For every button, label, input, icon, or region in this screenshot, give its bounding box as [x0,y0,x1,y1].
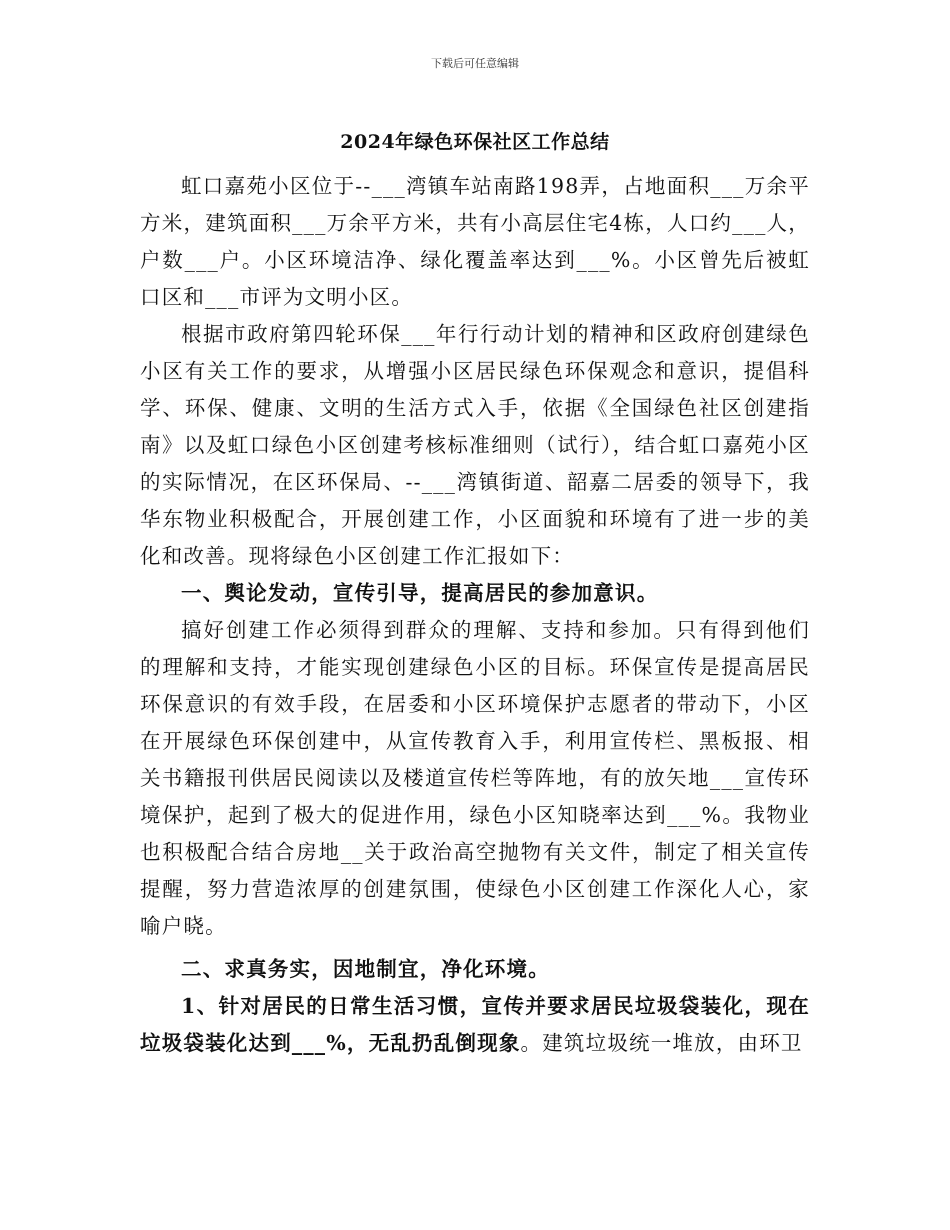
section-heading-2: 二、求真务实，因地制宜，净化环境。 [181,957,550,981]
header-note: 下载后可任意编辑 [431,57,519,70]
document-body [140,168,810,1062]
paragraph-basis: 根据市政府第四轮环保___年行行动计划的精神和区政府创建绿色小区有关工作的要求，从增强小区居民绿色环保观念和意识，提倡科学、环保、健康、文明的生活方式入手，依据《全国绿色社区创建指南》以及虹口绿色小区创建考核标准细则（试行），结合虹口嘉苑小区的实际情况，在区环保局、--___湾镇街道、韶嘉二居委的领导下，我华东物业积极配合，开展创建工作，小区面貌和环境有了进一步的美化和改善。现将绿色小区创建工作汇报如下： [140,322,810,568]
paragraph-garbage-rest: 。建筑垃圾统一堆放，由环卫 [520,1031,803,1055]
section-heading-1: 一、舆论发动，宣传引导，提高居民的参加意识。 [181,581,659,605]
paragraph-publicity: 搞好创建工作必须得到群众的理解、支持和参加。只有得到他们的理解和支持，才能实现创建绿色小区的目标。环保宣传是提高居民环保意识的有效手段，在居委和小区环境保护志愿者的带动下，小区在开展绿色环保创建中，从宣传教育入手，利用宣传栏、黑板报、相关书籍报刊供居民阅读以及楼道宣传栏等阵地，有的放矢地___宣传环境保护，起到了极大的促进作用，绿色小区知晓率达到___%。我物业也积极配合结合房地__关于政治高空抛物有关文件，制定了相关宣传提醒，努力营造浓厚的创建氛围，使绿色小区创建工作深化人心，家喻户晓。 [140,618,810,938]
document-title: 2024年绿色环保社区工作总结 [340,131,610,153]
paragraph-garbage [140,988,810,1062]
paragraph-intro: 虹口嘉苑小区位于--___湾镇车站南路198弄，占地面积___万余平方米，建筑面积___万余平方米，共有小高层住宅4栋，人口约___人，户数___户。小区环境洁净、绿化覆盖率达到___%。小区曾先后被虹口区和___市评为文明小区。 [140,174,810,309]
paragraph-garbage-bold: 1、针对居民的日常生活习惯，宣传并要求居民垃圾袋装化，现在垃圾袋装化达到___%，无乱扔乱倒现象 [140,994,810,1055]
